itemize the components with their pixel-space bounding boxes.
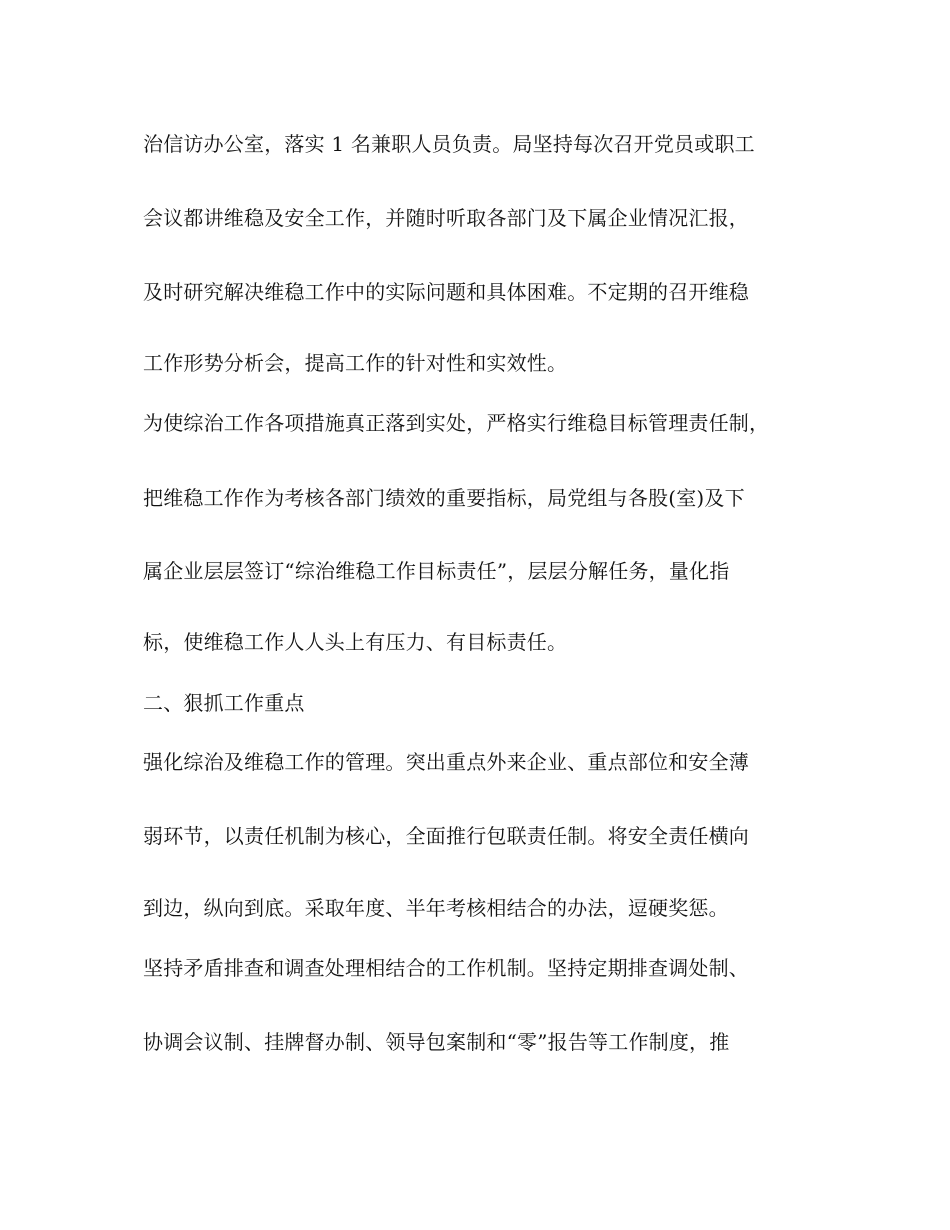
text-line: 属企业层层签订“综治维稳工作目标责任”，层层分解任务，量化指	[143, 559, 730, 583]
text-line: 把维稳工作作为考核各部门绩效的重要指标，局党组与各股(室)及下	[143, 486, 745, 510]
text-line: 坚持矛盾排查和调查处理相结合的工作机制。坚持定期排查调处制、	[143, 956, 749, 980]
text-line: 及时研究解决维稳工作中的实际问题和具体困难。不定期的召开维稳	[143, 280, 749, 304]
section-heading: 二、狠抓工作重点	[143, 691, 305, 715]
text-line: 弱环节，以责任机制为核心，全面推行包联责任制。将安全责任横向	[143, 824, 749, 848]
text-line: 工作形势分析会，提高工作的针对性和实效性。	[143, 351, 568, 375]
text-line: 标，使维稳工作人人头上有压力、有目标责任。	[143, 630, 568, 654]
text-line: 强化综治及维稳工作的管理。突出重点外来企业、重点部位和安全薄	[143, 750, 749, 774]
text-line: 到边，纵向到底。采取年度、半年考核相结合的办法，逗硬奖惩。	[143, 896, 729, 920]
text-line: 会议都讲维稳及安全工作，并随时听取各部门及下属企业情况汇报，	[143, 206, 749, 230]
text-line: 协调会议制、挂牌督办制、领导包案制和“零”报告等工作制度，推	[143, 1030, 730, 1054]
text-line: 为使综治工作各项措施真正落到实处，严格实行维稳目标管理责任制，	[143, 411, 770, 435]
text-line: 治信访办公室，落实 1 名兼职人员负责。局坚持每次召开党员或职工	[143, 132, 755, 156]
